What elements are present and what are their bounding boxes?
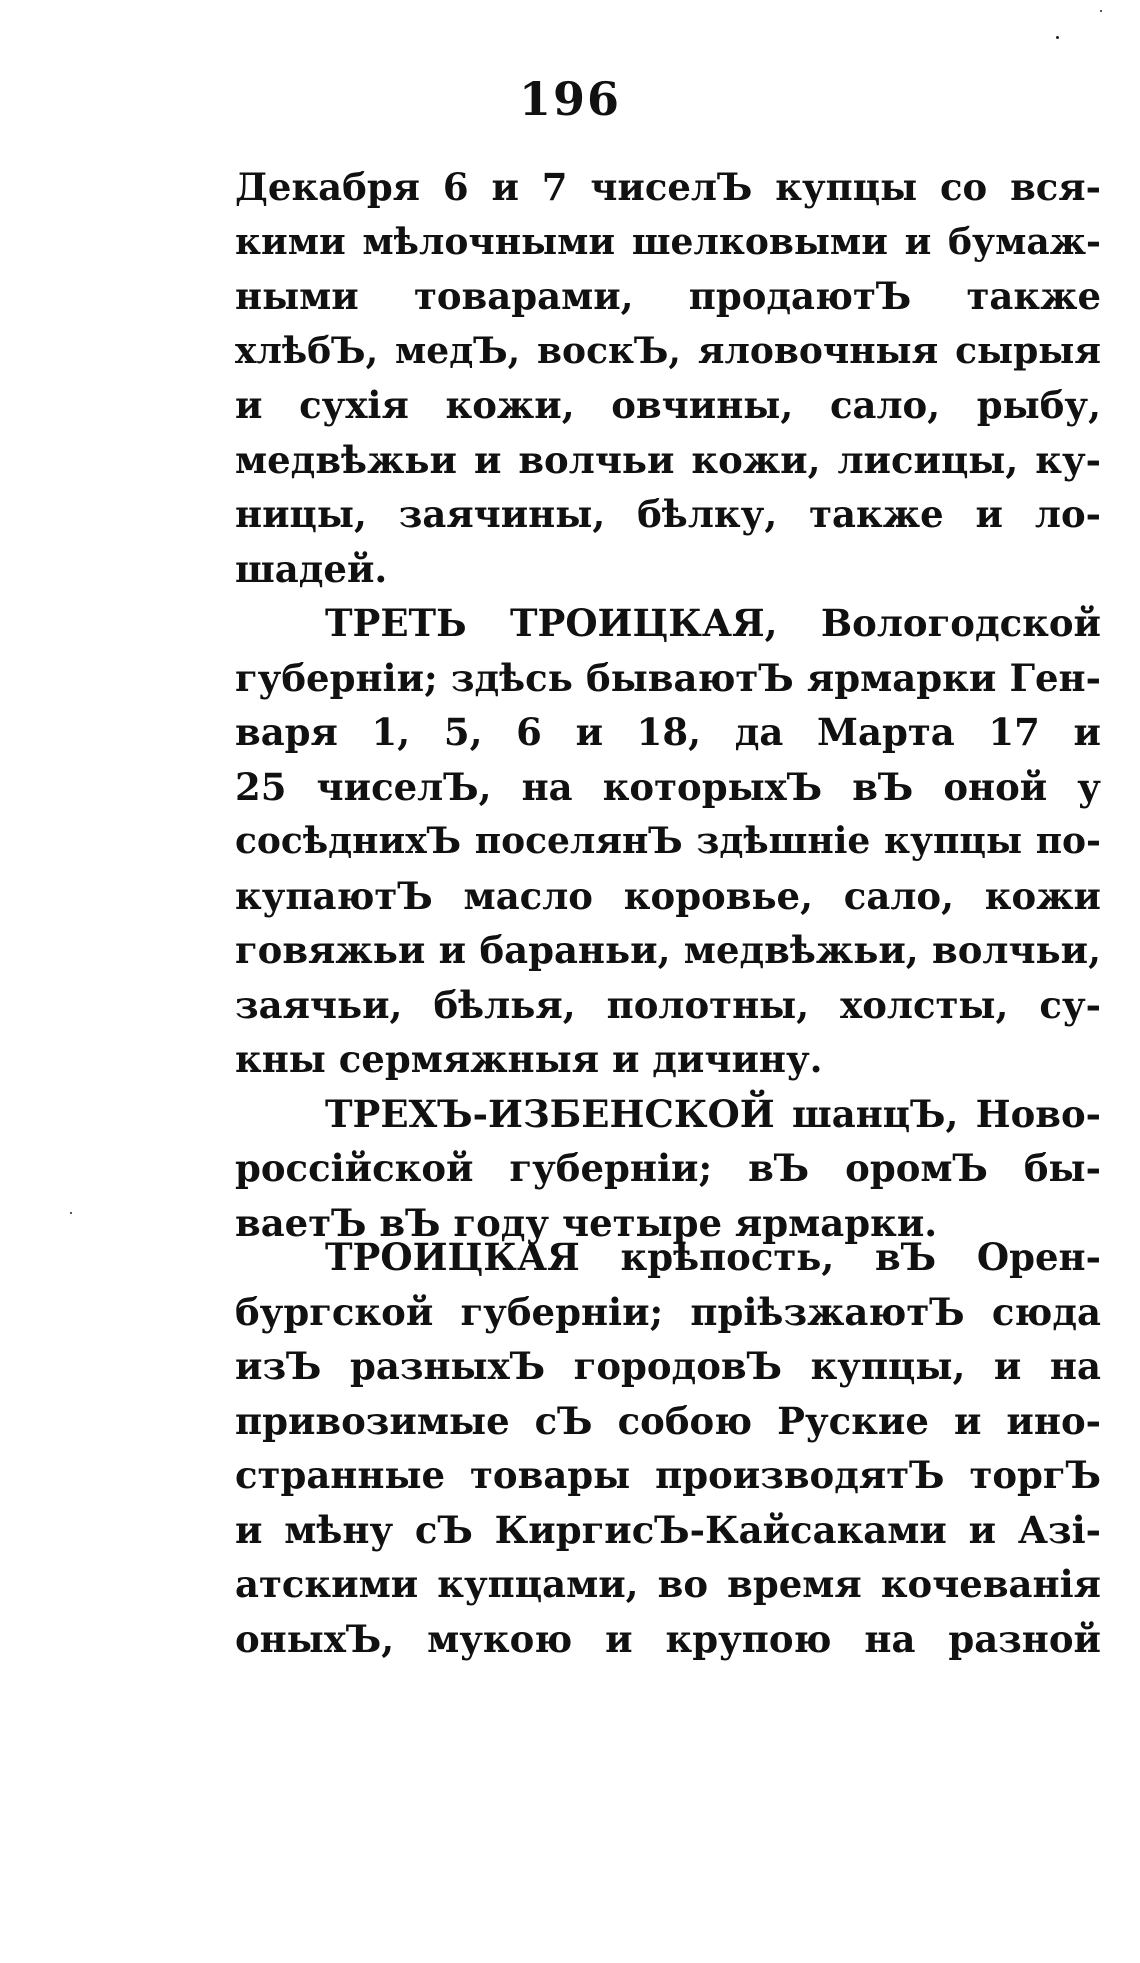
text-line: купаютЪ масло коровье, сало, кожи: [235, 873, 1101, 918]
text-line: 25 чиселЪ, на которыхЪ вЪ оной у: [235, 764, 1101, 809]
text-line: шадей.: [235, 546, 388, 591]
text-line: странные товары производятЪ торгЪ: [235, 1453, 1101, 1497]
text-line: говяжьи и бараньи, медвѣжьи, волчьи,: [235, 928, 1101, 972]
text-line-entry-start: ТРОИЦКАЯ крѣпость, вЪ Орен-: [325, 1235, 1101, 1279]
text-line: атскими купцами, во время кочеванія: [235, 1562, 1101, 1606]
text-line: и мѣну сЪ КиргисЪ-Кайсаками и Азі-: [235, 1507, 1101, 1552]
print-speck: [1100, 10, 1102, 12]
print-speck: [1056, 36, 1059, 39]
text-line: кны сермяжныя и дичину.: [235, 1037, 823, 1081]
text-line: россійской губерніи; вЪ оромЪ бы-: [235, 1146, 1101, 1190]
text-line: кими мѣлочными шелковыми и бумаж-: [235, 220, 1101, 263]
text-line: ваетЪ вЪ году четыре ярмарки.: [235, 1200, 938, 1245]
text-block-troitskaya-fortress: [235, 1230, 1101, 1666]
text-line: Декабря 6 и 7 чиселЪ купцы со вся-: [235, 165, 1101, 209]
text-line-entry-start: ТРЕТЬ ТРОИЦКАЯ, Вологодской: [325, 601, 1101, 645]
text-line: и сухія кожи, овчины, сало, рыбу,: [235, 383, 1101, 427]
text-line: губерніи; здѣсь бываютЪ ярмарки Ген-: [235, 655, 1101, 700]
text-line: медвѣжьи и волчьи кожи, лисицы, ку-: [235, 437, 1101, 482]
text-line: сосѣднихЪ поселянЪ здѣшніе купцы по-: [235, 820, 1101, 862]
text-line: привозимые сЪ собою Руские и ино-: [235, 1398, 1101, 1443]
text-line: бургской губерніи; пріѣзжаютЪ сюда: [235, 1289, 1101, 1334]
text-line: хлѣбЪ, медЪ, воскЪ, яловочныя сырыя: [235, 329, 1101, 372]
text-line: оныхЪ, мукою и крупою на разной: [235, 1616, 1101, 1661]
text-line: варя 1, 5, 6 и 18, да Марта 17 и: [235, 710, 1101, 754]
text-line-entry-start: ТРЕХЪ-ИЗБЕНСКОЙ шанцЪ, Ново-: [325, 1091, 1101, 1136]
page-number: 196: [518, 72, 622, 126]
text-line: изЪ разныхЪ городовЪ купцы, и на: [235, 1344, 1101, 1388]
text-block-fairs: [235, 160, 1101, 1250]
text-line: ными товарами, продаютЪ также: [235, 274, 1101, 318]
print-speck: [70, 1212, 72, 1214]
text-line: ницы, заячины, бѣлку, также и ло-: [235, 492, 1101, 536]
text-line: заячьи, бѣлья, полотны, холсты, су-: [235, 982, 1101, 1027]
